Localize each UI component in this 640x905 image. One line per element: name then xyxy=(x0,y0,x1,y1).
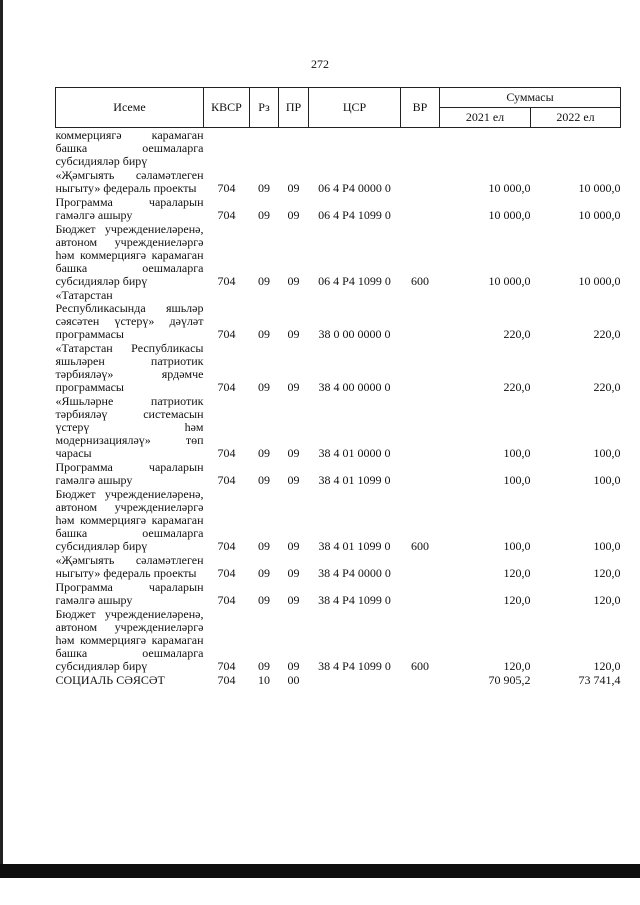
cell-2022: 120,0 xyxy=(593,593,621,607)
cell-2021: 10 000,0 xyxy=(488,208,531,222)
cell-pr: 09 xyxy=(287,539,300,553)
cell-csr: 06 4 P4 1099 0 xyxy=(318,274,391,288)
cell-kvsr: 704 xyxy=(217,380,236,394)
cell-2021: 120,0 xyxy=(503,659,531,673)
cell-2021: 10 000,0 xyxy=(488,181,531,195)
cell-kvsr: 704 xyxy=(217,673,236,687)
header-vr: ВР xyxy=(401,88,440,128)
cell-name: «Җәмгыять сәламәтлеген ныгыту» федераль проекты xyxy=(55,168,204,195)
header-name: Исеме xyxy=(56,88,204,128)
cell-pr: 09 xyxy=(287,327,300,341)
table-row xyxy=(56,341,621,394)
cell-2021: 100,0 xyxy=(503,446,531,460)
cell-2021: 220,0 xyxy=(503,380,531,394)
table-row xyxy=(56,553,621,580)
table-row xyxy=(56,460,621,487)
cell-rz: 09 xyxy=(258,380,270,394)
cell-csr: 06 4 P4 0000 0 xyxy=(318,181,391,195)
cell-kvsr: 704 xyxy=(217,539,236,553)
cell-kvsr: 704 xyxy=(217,327,236,341)
budget-table xyxy=(55,87,621,687)
cell-vr xyxy=(401,580,440,607)
cell-csr xyxy=(309,673,401,687)
cell-vr: 600 xyxy=(411,274,429,288)
cell-vr xyxy=(401,673,440,687)
cell-2022: 120,0 xyxy=(593,659,621,673)
cell-name: «Татарстан Республикасы яшьләрен патриотик тәрбияләү» ярдәмче программасы xyxy=(55,341,204,394)
header-csr: ЦСР xyxy=(309,88,401,128)
cell-kvsr: 704 xyxy=(217,659,236,673)
cell-2021: 120,0 xyxy=(503,566,531,580)
cell-rz: 09 xyxy=(258,593,270,607)
cell-pr: 09 xyxy=(287,181,300,195)
cell-vr xyxy=(401,460,440,487)
cell-2022: 120,0 xyxy=(593,566,621,580)
cell-2022: 10 000,0 xyxy=(578,181,621,195)
table-row xyxy=(56,607,621,673)
cell-vr xyxy=(401,341,440,394)
table-row xyxy=(56,394,621,460)
cell-2022: 73 741,4 xyxy=(578,673,621,687)
cell-pr: 09 xyxy=(287,274,300,288)
cell-rz: 09 xyxy=(258,181,270,195)
cell-pr: 09 xyxy=(287,208,300,222)
cell-csr: 38 4 P4 1099 0 xyxy=(318,659,391,673)
table-row xyxy=(56,168,621,195)
cell-2022: 10 000,0 xyxy=(578,208,621,222)
cell-pr: 09 xyxy=(287,659,300,673)
cell-csr: 38 4 01 1099 0 xyxy=(318,539,391,553)
cell-kvsr: 704 xyxy=(217,208,236,222)
header-pr: ПР xyxy=(279,88,309,128)
cell-csr: 06 4 P4 1099 0 xyxy=(318,208,391,222)
cell-kvsr: 704 xyxy=(217,446,236,460)
page-bottom-edge xyxy=(0,864,640,878)
cell-pr: 09 xyxy=(287,473,300,487)
cell-rz xyxy=(250,128,279,169)
cell-rz: 09 xyxy=(258,659,270,673)
header-sums: Суммасы xyxy=(440,88,621,108)
cell-pr: 09 xyxy=(287,380,300,394)
cell-kvsr: 704 xyxy=(217,593,236,607)
cell-csr: 38 4 P4 1099 0 xyxy=(318,593,391,607)
cell-csr xyxy=(309,128,401,169)
cell-2021: 120,0 xyxy=(503,593,531,607)
cell-vr xyxy=(401,553,440,580)
header-rz: Рз xyxy=(250,88,279,128)
cell-csr: 38 4 01 1099 0 xyxy=(318,473,391,487)
cell-vr: 600 xyxy=(411,539,429,553)
cell-pr: 09 xyxy=(287,566,300,580)
cell-2022: 10 000,0 xyxy=(578,274,621,288)
cell-vr xyxy=(401,128,440,169)
cell-kvsr xyxy=(204,128,250,169)
table-row xyxy=(56,195,621,222)
cell-vr xyxy=(401,195,440,222)
cell-name: Программа чараларын гамәлгә ашыру xyxy=(55,580,204,607)
cell-name: «Җәмгыять сәламәтлеген ныгыту» федераль проекты xyxy=(55,553,204,580)
page-number: 272 xyxy=(311,57,329,71)
cell-rz: 09 xyxy=(258,473,270,487)
cell-2022 xyxy=(531,128,621,169)
cell-name: Бюджет учреждениеләренә, автоном учреждениеләргә һәм коммерциягә карамаган башка оешмаларга субсидияләр бирү xyxy=(55,222,204,288)
cell-name: коммерциягә карамаган башка оешмаларга субсидияләр бирү xyxy=(55,128,204,168)
cell-2021: 100,0 xyxy=(503,539,531,553)
table-row xyxy=(56,673,621,687)
cell-vr: 600 xyxy=(411,659,429,673)
table-row xyxy=(56,487,621,553)
cell-2022: 100,0 xyxy=(593,473,621,487)
cell-pr xyxy=(279,128,309,169)
cell-name: «Яшьләрне патриотик тәрбияләү системасын үстерү һәм модернизацияләү» төп чарасы xyxy=(55,394,204,460)
cell-vr xyxy=(401,168,440,195)
table-row xyxy=(56,128,621,169)
header-kvsr: КВСР xyxy=(204,88,250,128)
cell-vr xyxy=(401,394,440,460)
cell-rz: 09 xyxy=(258,446,270,460)
cell-name: СОЦИАЛЬ СӘЯСӘТ xyxy=(55,673,165,687)
header-year-2022: 2022 ел xyxy=(531,108,621,128)
cell-vr xyxy=(401,288,440,341)
cell-csr: 38 4 P4 0000 0 xyxy=(318,566,391,580)
cell-rz: 09 xyxy=(258,208,270,222)
cell-kvsr: 704 xyxy=(217,274,236,288)
cell-2021 xyxy=(440,128,531,169)
page-left-edge xyxy=(0,0,3,864)
cell-rz: 09 xyxy=(258,327,270,341)
cell-name: «Татарстан Республикасында яшьләр сәясәтен үстерү» дәүләт программасы xyxy=(55,288,204,341)
cell-name: Программа чараларын гамәлгә ашыру xyxy=(55,195,204,222)
cell-2021: 100,0 xyxy=(503,473,531,487)
cell-2022: 100,0 xyxy=(593,539,621,553)
cell-name: Бюджет учреждениеләренә, автоном учреждениеләргә һәм коммерциягә карамаган башка оешмаларга субсидияләр бирү xyxy=(55,607,204,673)
cell-rz: 09 xyxy=(258,274,270,288)
cell-csr: 38 0 00 0000 0 xyxy=(318,327,391,341)
cell-kvsr: 704 xyxy=(217,473,236,487)
header-year-2021: 2021 ел xyxy=(440,108,531,128)
cell-pr: 00 xyxy=(287,673,300,687)
cell-2021: 220,0 xyxy=(503,327,531,341)
cell-2021: 10 000,0 xyxy=(488,274,531,288)
table-row xyxy=(56,580,621,607)
cell-csr: 38 4 00 0000 0 xyxy=(318,380,391,394)
cell-rz: 09 xyxy=(258,566,270,580)
cell-rz: 09 xyxy=(258,539,270,553)
cell-2022: 220,0 xyxy=(593,327,621,341)
cell-2021: 70 905,2 xyxy=(488,673,531,687)
table-row xyxy=(56,222,621,288)
cell-pr: 09 xyxy=(287,446,300,460)
cell-name: Бюджет учреждениеләренә, автоном учреждениеләргә һәм коммерциягә карамаган башка оешмаларга субсидияләр бирү xyxy=(55,487,204,553)
cell-pr: 09 xyxy=(287,593,300,607)
cell-csr: 38 4 01 0000 0 xyxy=(318,446,391,460)
cell-kvsr: 704 xyxy=(217,566,236,580)
cell-kvsr: 704 xyxy=(217,181,236,195)
cell-rz: 10 xyxy=(258,673,270,687)
cell-2022: 100,0 xyxy=(593,446,621,460)
cell-name: Программа чараларын гамәлгә ашыру xyxy=(55,460,204,487)
table-row xyxy=(56,288,621,341)
cell-2022: 220,0 xyxy=(593,380,621,394)
table-body xyxy=(56,128,621,688)
